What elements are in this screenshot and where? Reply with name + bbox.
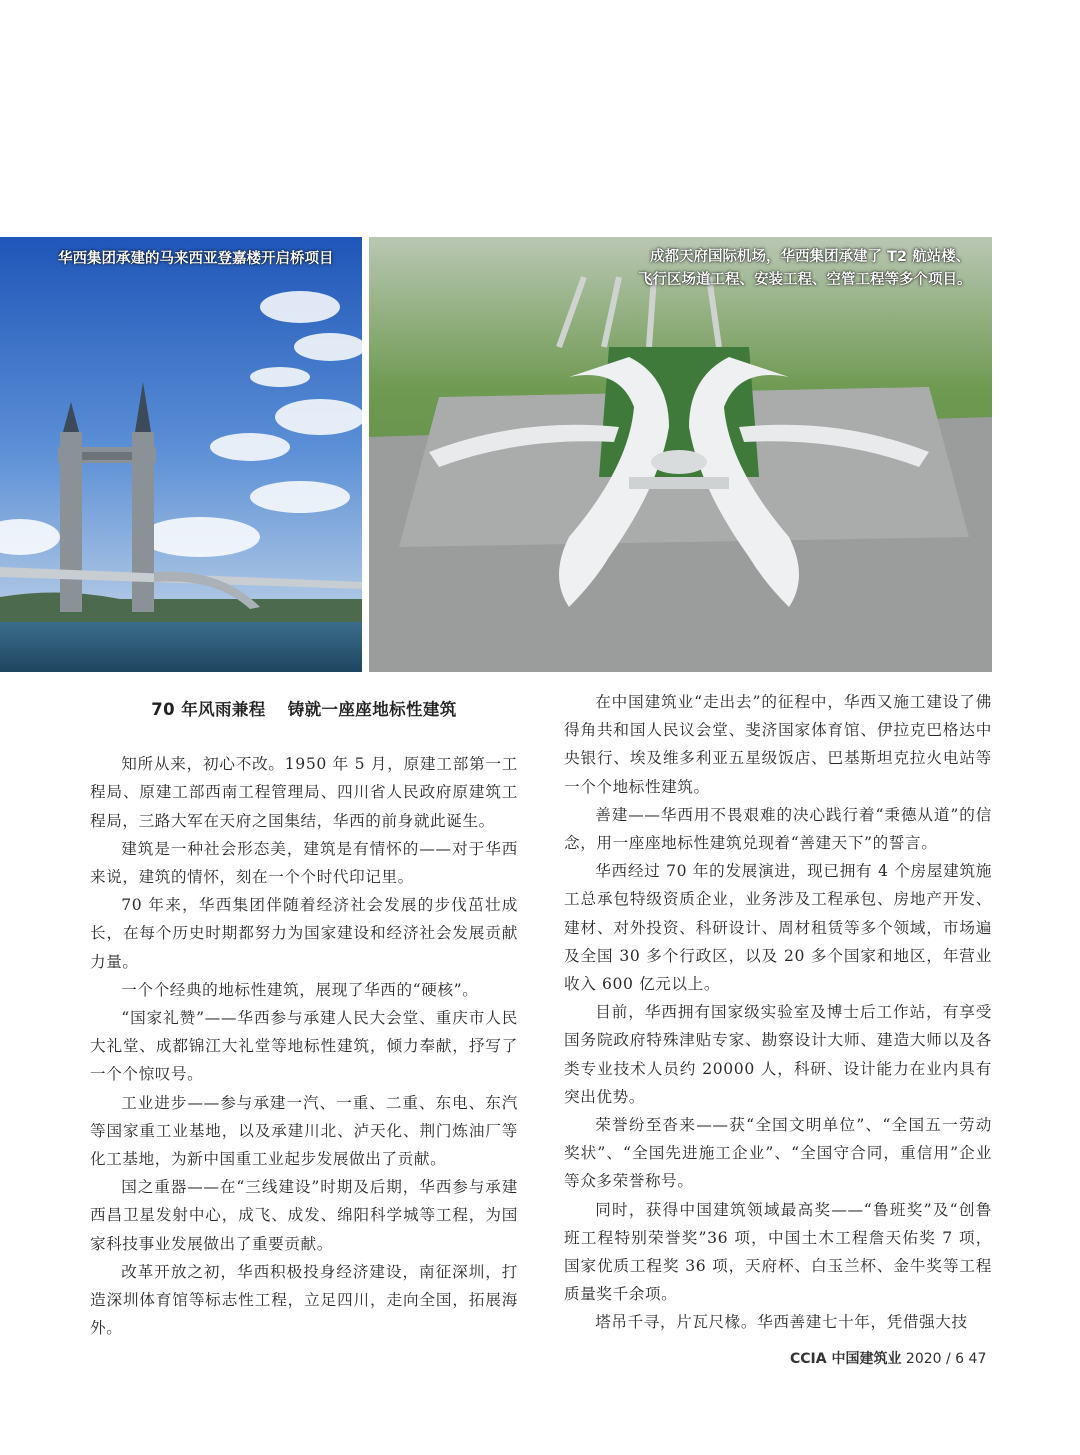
right-column — [564, 688, 992, 1337]
page-number: 47 — [968, 1351, 987, 1367]
paragraph: “国家礼赞”——华西参与承建人民大会堂、重庆市人民大礼堂、成都锦江大礼堂等地标性建筑，倾力奉献，抒写了一个个惊叹号。 — [90, 1009, 518, 1084]
paragraph: 知所从来，初心不改。1950 年 5 月，原建工部第一工程局、原建工部西南工程管理局、四川省人民政府原建筑工程局，三路大军在天府之国集结，华西的前身就此诞生。 — [90, 755, 518, 830]
paragraph: 同时，获得中国建筑领域最高奖——“鲁班奖”及“创鲁班工程特别荣誉奖”36 项，中国土木工程詹天佑奖 7 项，国家优质工程奖 36 项，天府杯、白玉兰杯、金牛奖等工程质量奖千余项。 — [564, 1200, 992, 1304]
paragraph: 荣誉纷至沓来——获“全国文明单位”、“全国五一劳动奖状”、“全国先进施工企业”、“全国守合同，重信用”企业等众多荣誉称号。 — [564, 1116, 992, 1191]
paragraph: 建筑是一种社会形态美，建筑是有情怀的——对于华西来说，建筑的情怀，刻在一个个时代印记里。 — [90, 839, 518, 887]
paragraph: 善建——华西用不畏艰难的决心践行着“秉德从道”的信念，用一座座地标性建筑兑现着“善建天下”的誓言。 — [564, 805, 992, 853]
section-heading-part1: 70 年风雨兼程 — [151, 700, 266, 719]
paragraph: 一个个经典的地标性建筑，展现了华西的“硬核”。 — [121, 980, 479, 999]
paragraph: 在中国建筑业“走出去”的征程中，华西又施工建设了佛得角共和国人民议会堂、斐济国家体育馆、伊拉克巴格达中央银行、埃及维多利亚五星级饭店、巴基斯坦克拉火电站等一个个地标性建筑。 — [564, 693, 992, 796]
magazine-name: CCIA 中国建筑业 — [790, 1351, 902, 1367]
bridge-photo — [0, 237, 362, 672]
airport-caption — [638, 246, 972, 292]
paragraph: 国之重器——在“三线建设”时期及后期，华西参与承建西昌卫星发射中心，成飞、成发、绵阳科学城等工程，为国家科技事业发展做出了重要贡献。 — [90, 1178, 518, 1253]
page-footer — [790, 1348, 986, 1368]
airport-caption-line: 飞行区场道工程、安装工程、空管工程等多个项目。 — [638, 272, 972, 288]
paragraph: 70 年来，华西集团伴随着经济社会发展的步伐茁壮成长，在每个历史时期都努力为国家建设和经济社会发展贡献力量。 — [90, 896, 518, 971]
airport-photo — [369, 237, 992, 672]
paragraph: 塔吊千寻，片瓦尺椽。华西善建七十年，凭借强大技 — [595, 1313, 968, 1332]
airport-caption-line: 成都天府国际机场，华西集团承建了 T2 航站楼、 — [650, 249, 971, 265]
paragraph: 工业进步——参与承建一汽、一重、二重、东电、东汽等国家重工业基地，以及承建川北、泸天化、荆门炼油厂等化工基地，为新中国重工业起步发展做出了贡献。 — [90, 1093, 518, 1169]
section-heading — [90, 696, 518, 724]
issue-number: 2020 / 6 — [905, 1351, 965, 1367]
paragraph: 目前，华西拥有国家级实验室及博士后工作站，有享受国务院政府特殊津贴专家、勘察设计大师、建造大师以及各类专业技术人员约 20000 人，科研、设计能力在业内具有突出优势。 — [564, 1003, 992, 1106]
paragraph: 华西经过 70 年的发展演进，现已拥有 4 个房屋建筑施工总承包特级资质企业，业务涉及工程承包、房地产开发、建材、对外投资、科研设计、周材租赁等多个领域，市场遍及全国 30 多个行政区，以及 20 多个国家和地区，年营业收入 600 亿元以上。 — [564, 862, 992, 994]
bridge-caption: 华西集团承建的马来西亚登嘉楼开启桥项目 — [58, 251, 334, 267]
paragraph: 改革开放之初，华西积极投身经济建设，南征深圳，打造深圳体育馆等标志性工程，立足四川，走向全国，拓展海外。 — [90, 1262, 518, 1338]
section-heading-part2: 铸就一座座地标性建筑 — [287, 700, 457, 719]
left-column — [90, 688, 518, 1342]
